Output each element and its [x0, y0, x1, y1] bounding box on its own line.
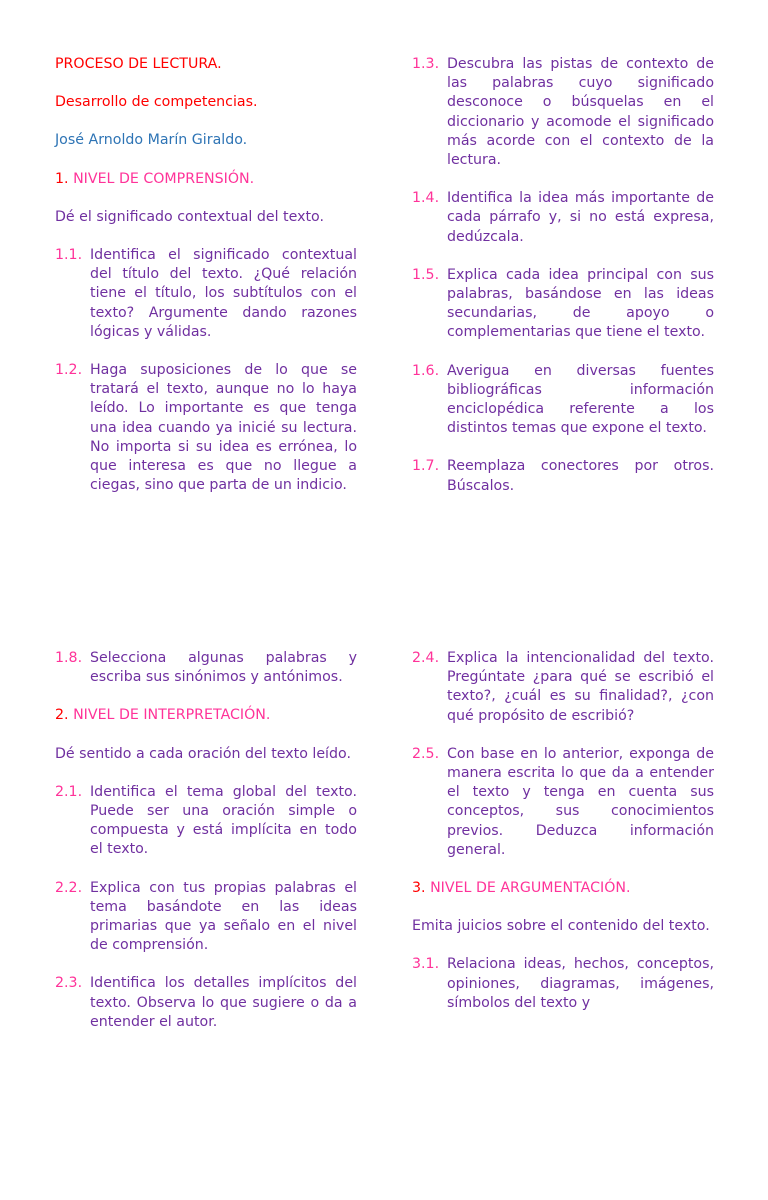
section-intro: Emita juicios sobre el contenido del texto.	[412, 918, 710, 935]
section-title: NIVEL DE COMPRENSIÓN.	[73, 170, 255, 187]
item-text: Identifica el tema global del texto. Puede ser una oración simple o compuesta y está implícita en todo el texto.	[90, 783, 357, 858]
page-top	[0, 0, 768, 560]
list-item	[55, 246, 357, 342]
list-item	[55, 361, 357, 495]
section-title: NIVEL DE INTERPRETACIÓN.	[73, 707, 271, 724]
item-number: 1.2.	[55, 362, 83, 379]
item-number: 2.3.	[55, 975, 83, 992]
item-text: Selecciona algunas palabras y escriba sus sinónimos y antónimos.	[90, 650, 357, 686]
item-number: 1.8.	[55, 650, 83, 666]
item-number: 2.1.	[55, 783, 83, 800]
left-column-top	[55, 55, 357, 514]
left-column-bottom	[55, 649, 357, 1051]
right-column-bottom	[412, 649, 714, 1032]
item-number: 2.4.	[412, 650, 440, 666]
item-text: Con base en lo anterior, exponga de manera escrita lo que da a entender el texto y tenga en cuenta sus conceptos, sus conocimientos previos. Deduzca información general.	[447, 745, 714, 858]
list-item	[55, 974, 357, 1032]
list-item	[55, 783, 357, 860]
page-bottom	[0, 640, 768, 1200]
item-text: Explica cada idea principal con sus palabras, basándose en las ideas secundarias, de apoyo o complementarias que tiene el texto.	[447, 266, 714, 341]
document-title: PROCESO DE LECTURA.	[55, 56, 222, 72]
section-number: 3.	[412, 880, 426, 897]
item-number: 1.7.	[412, 458, 440, 475]
item-text: Averigua en diversas fuentes bibliográficas información enciclopédica referente a los distintos temas que expone el texto.	[447, 362, 714, 437]
list-item	[55, 879, 357, 956]
list-item	[412, 266, 714, 343]
item-number: 1.4.	[412, 190, 440, 207]
item-text: Explica la intencionalidad del texto. Pregúntate ¿para qué se escribió el texto?, ¿cuál es su finalidad?, ¿con qué propósito de escribió?	[447, 650, 714, 724]
item-text: Explica con tus propias palabras el tema basándote en las ideas primarias que ya señalo en el nivel de comprensión.	[90, 879, 357, 954]
item-text: Descubra las pistas de contexto de las palabras cuyo significado desconoce o búsquelas en el diccionario y acomode el significado más acorde con el contexto de la lectura.	[447, 56, 714, 169]
section-number: 1.	[55, 170, 69, 187]
item-text: Identifica la idea más importante de cada párrafo y, si no está expresa, dedúzcala.	[447, 190, 714, 245]
section-title: NIVEL DE ARGUMENTACIÓN.	[430, 880, 631, 897]
list-item	[412, 955, 714, 1013]
item-number: 1.3.	[412, 56, 440, 72]
section-heading-comprension	[55, 170, 357, 189]
document-subtitle: Desarrollo de competencias.	[55, 94, 258, 111]
author-name: José Arnoldo Marín Giraldo.	[55, 132, 248, 149]
list-item	[412, 745, 714, 860]
section-heading-interpretacion	[55, 706, 357, 725]
section-heading-argumentacion	[412, 879, 714, 898]
item-number: 3.1.	[412, 956, 440, 973]
item-number: 1.1.	[55, 247, 83, 264]
item-number: 2.5.	[412, 745, 440, 762]
list-item	[55, 649, 357, 687]
right-column-top	[412, 55, 714, 515]
item-text: Haga suposiciones de lo que se tratará el texto, aunque no lo haya leído. Lo importante es que tenga una idea cuando ya inicié su lectura. No importa si su idea es errónea, lo que interesa es que no llegue a ciegas, sino que parta de un indicio.	[90, 362, 357, 494]
section-intro: Dé el significado contextual del texto.	[55, 208, 324, 225]
item-text: Reemplaza conectores por otros. Búscalos.	[447, 458, 714, 494]
section-number: 2.	[55, 707, 69, 724]
list-item	[412, 55, 714, 170]
list-item	[412, 362, 714, 439]
item-text: Identifica los detalles implícitos del texto. Observa lo que sugiere o da a entender el autor.	[90, 975, 357, 1030]
section-intro: Dé sentido a cada oración del texto leído.	[55, 745, 351, 762]
list-item	[412, 457, 714, 495]
item-number: 1.6.	[412, 362, 440, 379]
item-text: Identifica el significado contextual del título del texto. ¿Qué relación tiene el título, los subtítulos con el texto? Argumente dando razones lógicas y válidas.	[90, 247, 357, 340]
item-text: Relaciona ideas, hechos, conceptos, opiniones, diagramas, imágenes, símbolos del texto y	[447, 956, 714, 1011]
list-item	[412, 649, 714, 726]
list-item	[412, 189, 714, 247]
item-number: 2.2.	[55, 879, 83, 896]
item-number: 1.5.	[412, 266, 440, 283]
